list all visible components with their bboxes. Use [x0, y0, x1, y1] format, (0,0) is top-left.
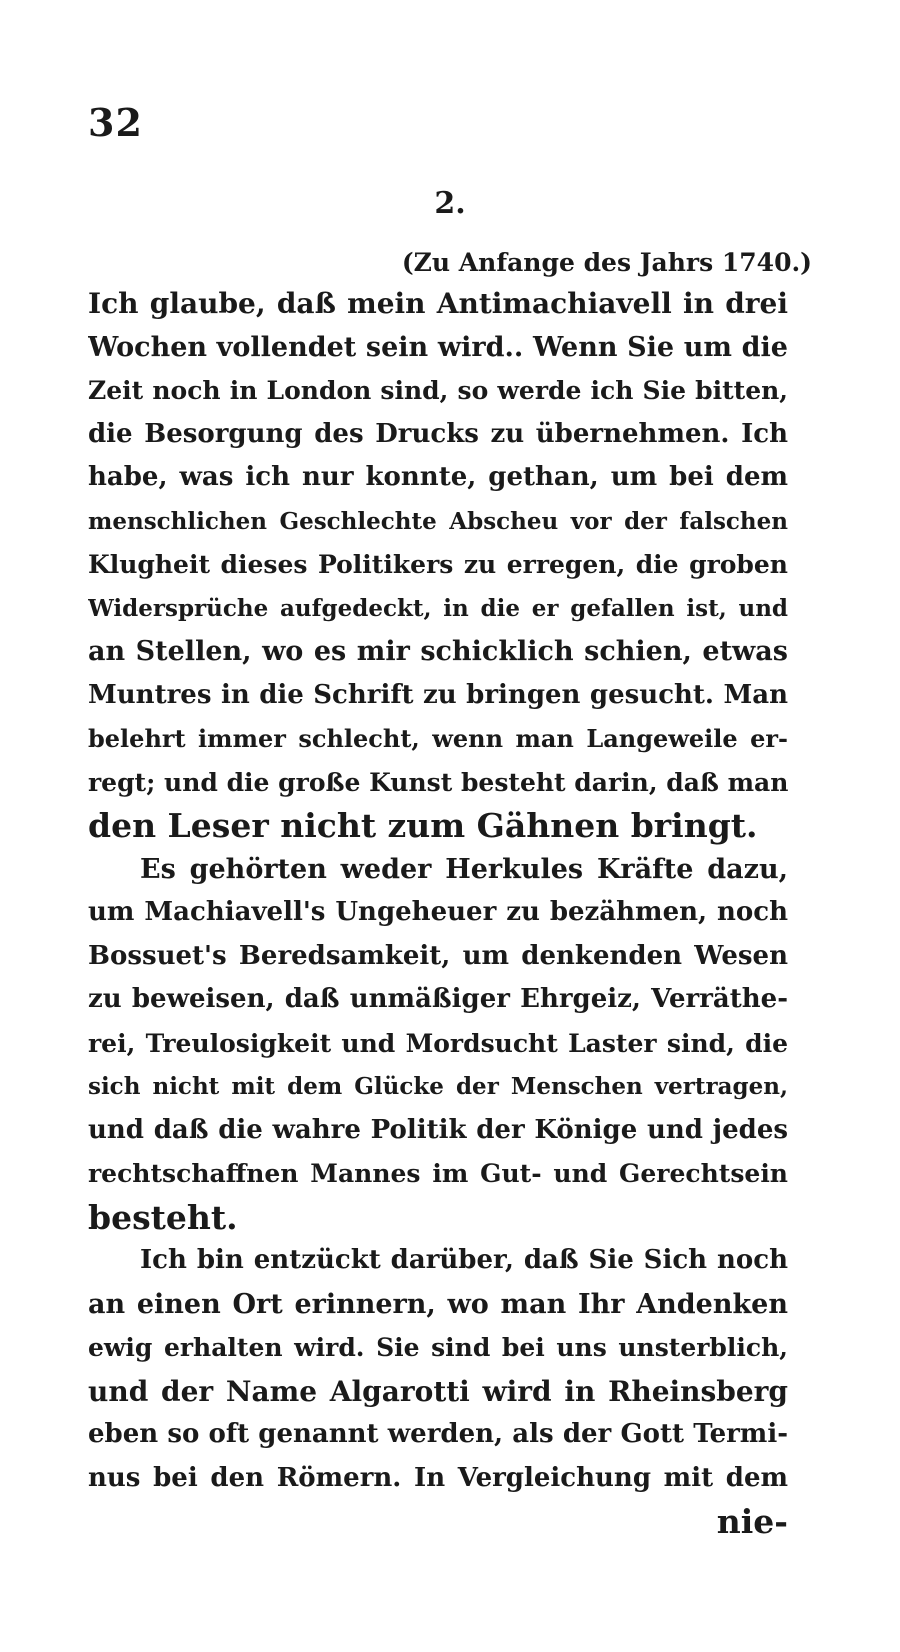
text-line: an Stellen, wo es mir schicklich schien, etwas: [88, 636, 788, 667]
text-line: den Leser nicht zum Gähnen bringt.: [88, 806, 758, 845]
text-line: Wochen vollendet sein wird.. Wenn Sie um die: [88, 331, 788, 363]
text-line: Zeit noch in London sind, so werde ich Sie bitten,: [88, 376, 788, 405]
text-line: und der Name Algarotti wird in Rheinsberg: [88, 1374, 788, 1408]
text-line: sich nicht mit dem Glücke der Menschen vertragen,: [88, 1073, 788, 1100]
text-line: an einen Ort erinnern, wo man Ihr Andenken: [88, 1288, 788, 1320]
catchword: nie-: [716, 1502, 788, 1541]
text-line: eben so oft genannt werden, als der Gott Termi-: [88, 1419, 788, 1449]
text-line: und daß die wahre Politik der Könige und jedes: [88, 1114, 788, 1145]
text-line: besteht.: [88, 1197, 238, 1237]
text-line: Ich bin entzückt darüber, daß Sie Sich noch: [140, 1245, 788, 1275]
letter-body: [88, 282, 788, 1544]
text-line: Klugheit dieses Politikers zu erregen, die groben: [88, 550, 788, 579]
text-line: rechtschaffnen Mannes im Gut- und Gerechtsein: [88, 1159, 788, 1188]
text-line: menschlichen Geschlechte Abscheu vor der falschen: [88, 507, 788, 535]
text-line: habe, was ich nur konnte, gethan, um bei dem: [88, 462, 788, 492]
letter-number: 2.: [434, 186, 466, 221]
text-line: regt; und die große Kunst besteht darin, daß man: [88, 767, 788, 797]
letter-dateline: (Zu Anfange des Jahrs 1740.): [401, 248, 812, 277]
text-line: ewig erhalten wird. Sie sind bei uns unsterblich,: [88, 1333, 788, 1362]
text-line: belehrt immer schlecht, wenn man Langeweile er-: [88, 724, 788, 753]
page-number: 32: [88, 100, 143, 145]
text-line: zu beweisen, daß unmäßiger Ehrgeiz, Verräthe-: [88, 984, 788, 1014]
text-line: rei, Treulosigkeit und Mordsucht Laster sind, die: [88, 1028, 788, 1058]
text-line: die Besorgung des Drucks zu übernehmen. Ich: [88, 418, 788, 449]
text-line: um Machiavell's Ungeheuer zu bezähmen, noch: [88, 897, 788, 927]
text-line: Muntres in die Schrift zu bringen gesucht. Man: [88, 679, 788, 710]
text-line: Widersprüche aufgedeckt, in die er gefallen ist, und: [88, 594, 788, 622]
text-line: Ich glaube, daß mein Antimachiavell in drei: [88, 287, 788, 320]
text-line: nus bei den Römern. In Vergleichung mit dem: [88, 1462, 788, 1493]
text-line: Es gehörten weder Herkules Kräfte dazu,: [140, 853, 788, 885]
text-line: Bossuet's Beredsamkeit, um denkenden Wesen: [88, 940, 788, 971]
